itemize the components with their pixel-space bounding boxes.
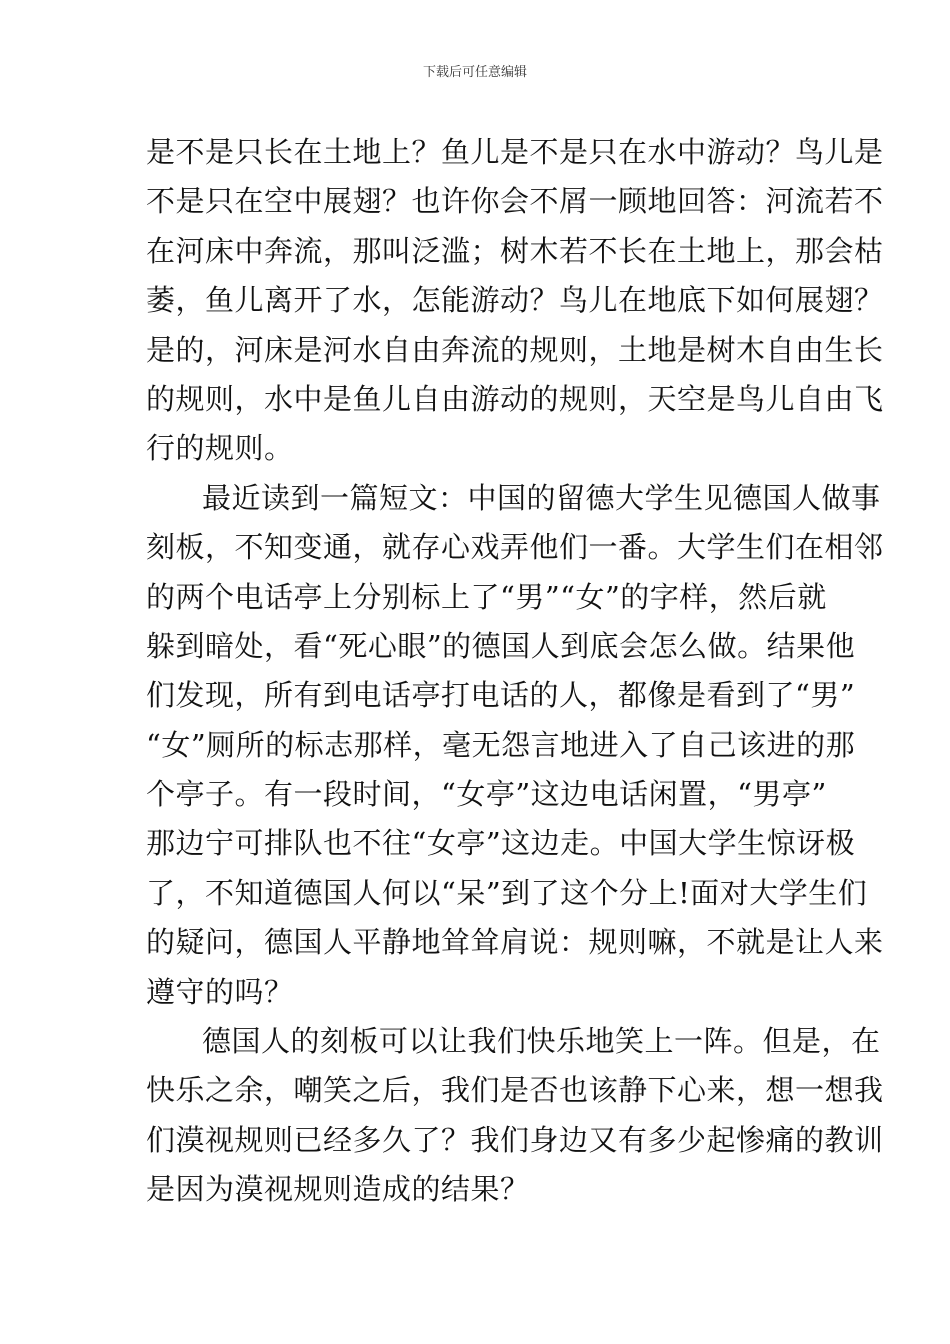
text-line: 躲到暗处，看“死心眼”的德国人到底会怎么做。结果他: [146, 628, 856, 663]
text-line: 是不是只长在土地上？鱼儿是不是只在水中游动？鸟儿是: [146, 135, 884, 169]
text-line: 个亭子。有一段时间，“女亭”这边电话闲置，“男亭”: [146, 777, 827, 812]
paragraph-2: [146, 474, 884, 1017]
text-line: 们漠视规则已经多久了？我们身边又有多少起惨痛的教训: [146, 1122, 884, 1157]
text-line: 不是只在空中展翅？也许你会不屑一顾地回答：河流若不: [146, 184, 884, 219]
text-line: 的疑问，德国人平静地耸耸肩说：规则嘛，不就是让人来: [146, 925, 884, 960]
text-line: 那边宁可排队也不往“女亭”这边走。中国大学生惊讶极: [146, 826, 856, 861]
text-line: “女”厕所的标志那样，毫无怨言地进入了自己该进的那: [146, 727, 856, 762]
text-line: 是的，河床是河水自由奔流的规则，土地是树木自由生长: [146, 332, 884, 367]
text-line: 最近读到一篇短文：中国的留德大学生见德国人做事: [202, 480, 881, 515]
text-line: 快乐之余，嘲笑之后，我们是否也该静下心来，想一想我: [146, 1073, 884, 1108]
text-line: 德国人的刻板可以让我们快乐地笑上一阵。但是，在: [202, 1024, 881, 1059]
text-line: 了，不知道德国人何以“呆”到了这个分上!面对大学生们: [146, 875, 868, 910]
text-line: 行的规则。: [146, 431, 294, 466]
paragraph-3: [146, 1017, 884, 1215]
text-line: 们发现，所有到电话亭打电话的人，都像是看到了“男”: [146, 678, 856, 713]
text-line: 是因为漠视规则造成的结果？: [146, 1172, 530, 1207]
text-line: 遵守的吗？: [146, 974, 294, 1009]
text-line: 刻板，不知变通，就存心戏弄他们一番。大学生们在相邻: [146, 530, 884, 565]
text-line: 萎，鱼儿离开了水，怎能游动？鸟儿在地底下如何展翅？: [146, 283, 884, 318]
text-line: 的规则，水中是鱼儿自由游动的规则，天空是鸟儿自由飞: [146, 381, 884, 416]
text-line: 在河床中奔流，那叫泛滥；树木若不长在土地上，那会枯: [146, 233, 884, 268]
paragraph-1: [146, 128, 884, 474]
document-body: [146, 128, 884, 1215]
header-note: 下载后可任意编辑: [422, 65, 527, 80]
text-line: 的两个电话亭上分别标上了“男”“女”的字样，然后就: [146, 579, 827, 614]
